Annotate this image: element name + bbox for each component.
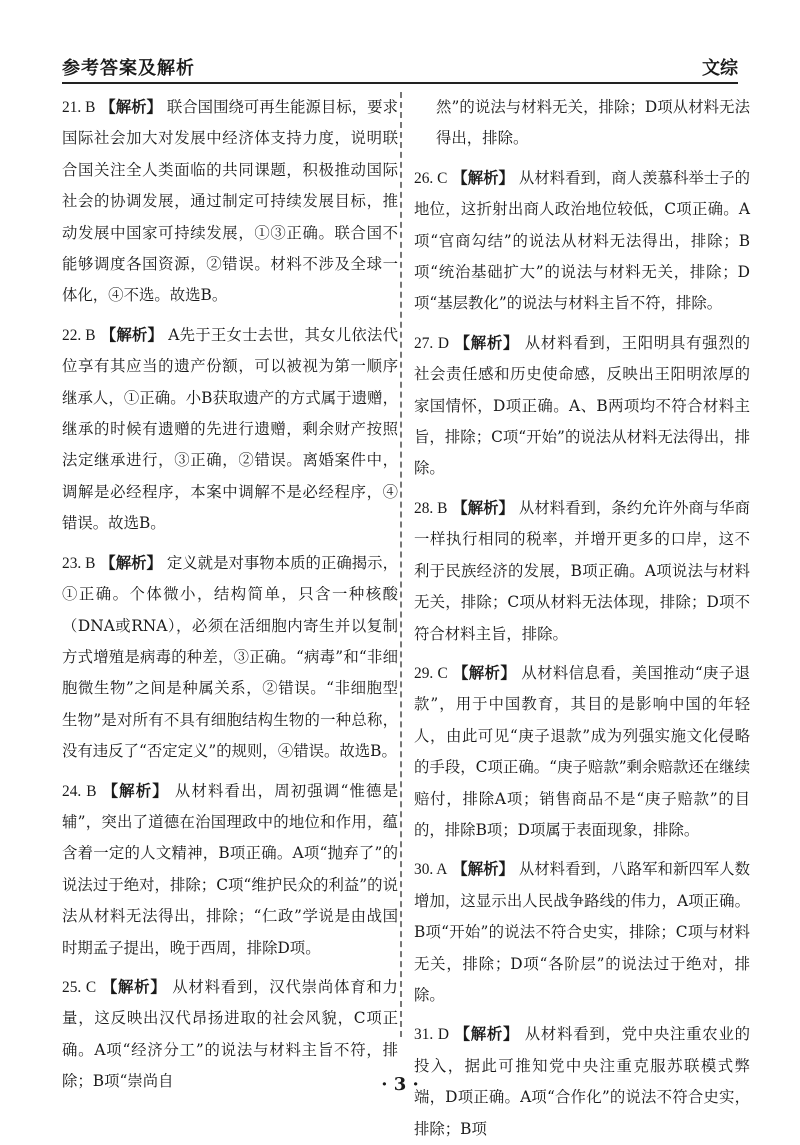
analysis-tag: 【解析】: [452, 860, 514, 879]
answer-entry-28: [414, 493, 750, 650]
analysis-tag: 【解析】: [452, 168, 514, 187]
analysis-tag: 【解析】: [100, 98, 162, 116]
analysis-text: 从材料看到，条约允许外商与华商一样执行相同的税率，并增开更多的口岸，这不利于民族经济的发展，B项正确。A项说法与材料无关，排除；C项从材料无法体现，排除；D项不符合材料主旨，排除。: [414, 498, 750, 643]
answer-entry-22: [62, 320, 398, 540]
analysis-text: A先于王女士去世，其女儿依法代位享有其应当的遗产份额，可以被视为第一顺序继承人，①正确。小B获取遗产的方式属于遗赠，继承的时候有遗赠的先进行遗赠，剩余财产按照法定继承进行，③正确，②错误。离婚案件中，调解是必经程序，本案中调解不是必经程序，④错误。故选B。: [62, 325, 398, 533]
answer-entry-27: [414, 328, 750, 485]
answer-entry-24: [62, 776, 398, 964]
analysis-text: 从材料看到，商人羡慕科举士子的地位，这折射出商人政治地位较低，C项正确。A项“官商勾结”的说法从材料无法得出，排除；B项“统治基础扩大”的说法与材料无关，排除；D项“基层教化”的说法与材料主旨不符，排除。: [414, 168, 750, 313]
analysis-tag: 【解析】: [452, 498, 514, 517]
answer-number: 24. B: [62, 782, 97, 800]
analysis-tag: 【解析】: [453, 663, 517, 682]
answer-number: 26. C: [414, 169, 448, 187]
answer-entry-23: [62, 548, 398, 768]
answer-number: 30. A: [414, 861, 448, 879]
analysis-text: 从材料看出，周初强调“惟德是辅”，突出了道德在治国理政中的地位和作用，蕴含着一定的人文精神，B项正确。A项“抛弃了”的说法过于绝对，排除；C项“维护民众的利益”的说法从材料无法得出，排除；“仁政”学说是由战国时期孟子提出，晚于西周，排除D项。: [62, 781, 398, 957]
answer-entry-30: [414, 854, 750, 1011]
answer-number: 25. C: [62, 978, 97, 996]
page-number: · 3 ·: [381, 1074, 419, 1095]
analysis-tag: 【解析】: [102, 781, 169, 800]
analysis-text: 然”的说法与材料无关，排除；D项从材料无法得出，排除。: [436, 98, 750, 148]
analysis-tag: 【解析】: [454, 333, 520, 352]
analysis-text: 从材料看到，党中央注重农业的投入，据此可推知党中央注重克服苏联模式弊端，D项正确。A项“合作化”的说法不符合史实，排除；B项: [414, 1025, 750, 1138]
page-header: [62, 50, 738, 84]
analysis-text: 从材料信息看，美国推动“庚子退款”，用于中国教育，其目的是影响中国的年轻人，由此可见“庚子退款”成为列强实施文化侵略的手段，C项正确。“庚子赔款”剩余赔款还在继续赔付，排除A项；销售商品不是“庚子赔款”的目的，排除B项；D项属于表面现象，排除。: [414, 663, 750, 839]
right-column: [414, 92, 750, 1145]
analysis-tag: 【解析】: [454, 1025, 520, 1044]
answer-entry-21: [62, 92, 398, 312]
answer-number: 29. C: [414, 664, 448, 682]
analysis-text: 从材料看到，王阳明具有强烈的社会责任感和历史使命感，反映出王阳明浓厚的家国情怀，D项正确。A、B两项均不符合材料主旨，排除；C项“开始”的说法从材料无法得出，排除。: [414, 333, 750, 478]
analysis-tag: 【解析】: [100, 553, 162, 572]
answer-entry-26: [414, 163, 750, 320]
answer-number: 21. B: [62, 99, 96, 116]
analysis-tag: 【解析】: [101, 977, 167, 996]
answer-entry-25-continued: [414, 92, 750, 155]
analysis-text: 从材料看到，八路军和新四军人数增加，这显示出人民战争路线的伟力，A项正确。B项“开始”的说法不符合史实，排除；C项与材料无关，排除；D项“各阶层”的说法过于绝对，排除。: [414, 860, 750, 1004]
left-column: [62, 92, 398, 1098]
header-subject: 文综: [702, 58, 738, 79]
header-title: 参考答案及解析: [62, 58, 195, 79]
analysis-text: 联合国围绕可再生能源目标，要求国际社会加大对发展中经济体支持力度，说明联合国关注全人类面临的共同课题，积极推动国际社会的协调发展，通过制定可持续发展目标，推动发展中国家可持续发展，①③正确。联合国不能够调度各国资源，②错误。材料不涉及全球一体化，④不选。故选B。: [62, 98, 398, 305]
column-divider: [400, 92, 402, 1037]
answer-number: 31. D: [414, 1026, 449, 1044]
analysis-text: 定义就是对事物本质的正确揭示，①正确。个体微小，结构简单，只含一种核酸（DNA或RNA），必须在活细胞内寄生并以复制方式增殖是病毒的种差，③正确。“病毒”和“非细胞微生物”之间是种属关系，②错误。“非细胞型生物”是对所有不具有细胞结构生物的一种总称，没有违反了“否定定义”的规则，④错误。故选B。: [62, 553, 398, 761]
answer-number: 23. B: [62, 554, 96, 572]
answer-number: 27. D: [414, 334, 449, 352]
answer-number: 28. B: [414, 499, 448, 517]
analysis-tag: 【解析】: [100, 325, 164, 344]
answer-entry-29: [414, 658, 750, 846]
analysis-text: 从材料看到，汉代崇尚体育和力量，这反映出汉代昂扬进取的社会风貌，C项正确。A项“经济分工”的说法与材料主旨不符，排除；B项“崇尚自: [62, 977, 398, 1091]
answer-number: 22. B: [62, 326, 96, 344]
